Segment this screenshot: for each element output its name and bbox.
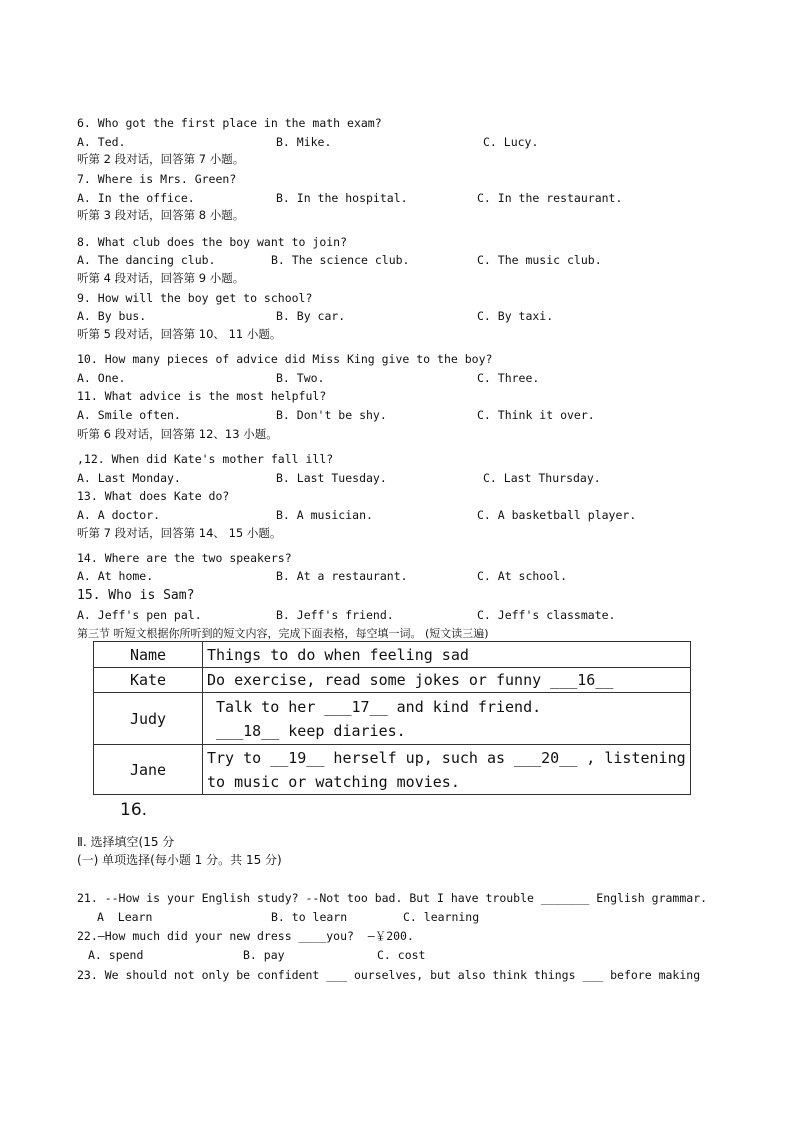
instruction-dialog-2: 听第 2 段对话，回答第 7 小题。 [77, 152, 245, 166]
option-a: A. Jeff's pen pal. [77, 608, 202, 622]
question-10: 10. How many pieces of advice did Miss King give to the boy? [77, 352, 493, 366]
table-row-content [203, 745, 691, 795]
table-row-line: Talk to her ___17__ and kind friend. [207, 697, 542, 716]
part-2-subtitle: (一) 单项选择(每小题 1 分。共 15 分) [77, 853, 282, 867]
table-row-name: Judy [94, 693, 203, 745]
option-a: A. At home. [77, 569, 154, 583]
option-a: A. Smile often. [77, 408, 181, 422]
table-row-name: Jane [94, 745, 203, 795]
option-a: A. By bus. [77, 309, 147, 323]
option-b: B. Mike. [276, 135, 332, 149]
option-b: B. Jeff's friend. [276, 608, 394, 622]
instruction-dialog-6: 听第 6 段对话，回答第 12、13 小题。 [77, 427, 278, 441]
question-8: 8. What club does the boy want to join? [77, 235, 348, 249]
option-a: A. Ted. [77, 135, 126, 149]
answer-number: 16. [120, 800, 148, 820]
option-b: B. A musician. [276, 508, 373, 522]
table-row-content: Do exercise, read some jokes or funny ___16__ [203, 668, 691, 693]
question-22: 22.—How much did your new dress ____you? —￥200. [77, 929, 414, 943]
option-a: A. Last Monday. [77, 471, 181, 485]
option-a: A Learn [97, 910, 153, 924]
option-c: C. learning [403, 910, 480, 924]
question-11: 11. What advice is the most helpful? [77, 389, 327, 403]
option-b: B. Two. [276, 371, 325, 385]
option-b: B. At a restaurant. [276, 569, 408, 583]
table-header-content: Things to do when feeling sad [203, 642, 691, 668]
option-a: A. A doctor. [77, 508, 161, 522]
section-3-instruction: 第三节 听短文根据你所听到的短文内容，完成下面表格，每空填一词。 (短文读三遍) [77, 627, 489, 640]
option-b: B. pay [243, 948, 285, 962]
option-a: A. The dancing club. [77, 253, 216, 267]
table-row-line: Try to __19__ herself up, such as ___20__ , listening [207, 748, 686, 767]
instruction-dialog-5: 听第 5 段对话，回答第 10、 11 小题。 [77, 327, 282, 341]
option-c: C. At school. [477, 569, 568, 583]
question-14: 14. Where are the two speakers? [77, 551, 292, 565]
option-c: C. In the restaurant. [477, 191, 623, 205]
question-6: 6. Who got the first place in the math exam? [77, 116, 382, 130]
option-b: B. Don't be shy. [276, 408, 387, 422]
option-c: C. cost [377, 948, 426, 962]
option-c: C. A basketball player. [477, 508, 637, 522]
question-21: 21. --How is your English study? --Not too bad. But I have trouble _______ English grammar. [77, 891, 708, 905]
option-c: C. Lucy. [483, 135, 539, 149]
instruction-dialog-3: 听第 3 段对话，回答第 8 小题。 [77, 208, 245, 222]
table-row-line: ___18__ keep diaries. [207, 721, 406, 740]
option-a: A. In the office. [77, 191, 195, 205]
option-c: C. Last Thursday. [483, 471, 601, 485]
question-7: 7. Where is Mrs. Green? [77, 172, 237, 186]
option-b: B. to learn [271, 910, 348, 924]
fill-in-table [93, 641, 691, 795]
table-header-name: Name [94, 642, 203, 668]
table-row-line: to music or watching movies. [207, 772, 460, 791]
question-9: 9. How will the boy get to school? [77, 291, 313, 305]
question-15: 15. Who is Sam? [77, 588, 195, 603]
option-b: B. In the hospital. [276, 191, 408, 205]
option-b: B. Last Tuesday. [276, 471, 387, 485]
instruction-dialog-4: 听第 4 段对话，回答第 9 小题。 [77, 271, 245, 285]
option-a: A. spend [88, 948, 144, 962]
option-b: B. By car. [276, 309, 346, 323]
table-row-content [203, 693, 691, 745]
instruction-dialog-7: 听第 7 段对话，回答第 14、 15 小题。 [77, 526, 282, 540]
option-a: A. One. [77, 371, 126, 385]
option-c: C. By taxi. [477, 309, 554, 323]
question-23: 23. We should not only be confident ___ ourselves, but also think things ___ before making [77, 968, 701, 982]
option-c: C. Three. [477, 371, 540, 385]
option-b: B. The science club. [271, 253, 410, 267]
option-c: C. The music club. [477, 253, 602, 267]
table-row-name: Kate [94, 668, 203, 693]
question-12: ,12. When did Kate's mother fall ill? [77, 452, 334, 466]
part-2-title: Ⅱ. 选择填空(15 分 [77, 835, 175, 849]
option-c: C. Jeff's classmate. [477, 608, 616, 622]
option-c: C. Think it over. [477, 408, 595, 422]
question-13: 13. What does Kate do? [77, 489, 230, 503]
